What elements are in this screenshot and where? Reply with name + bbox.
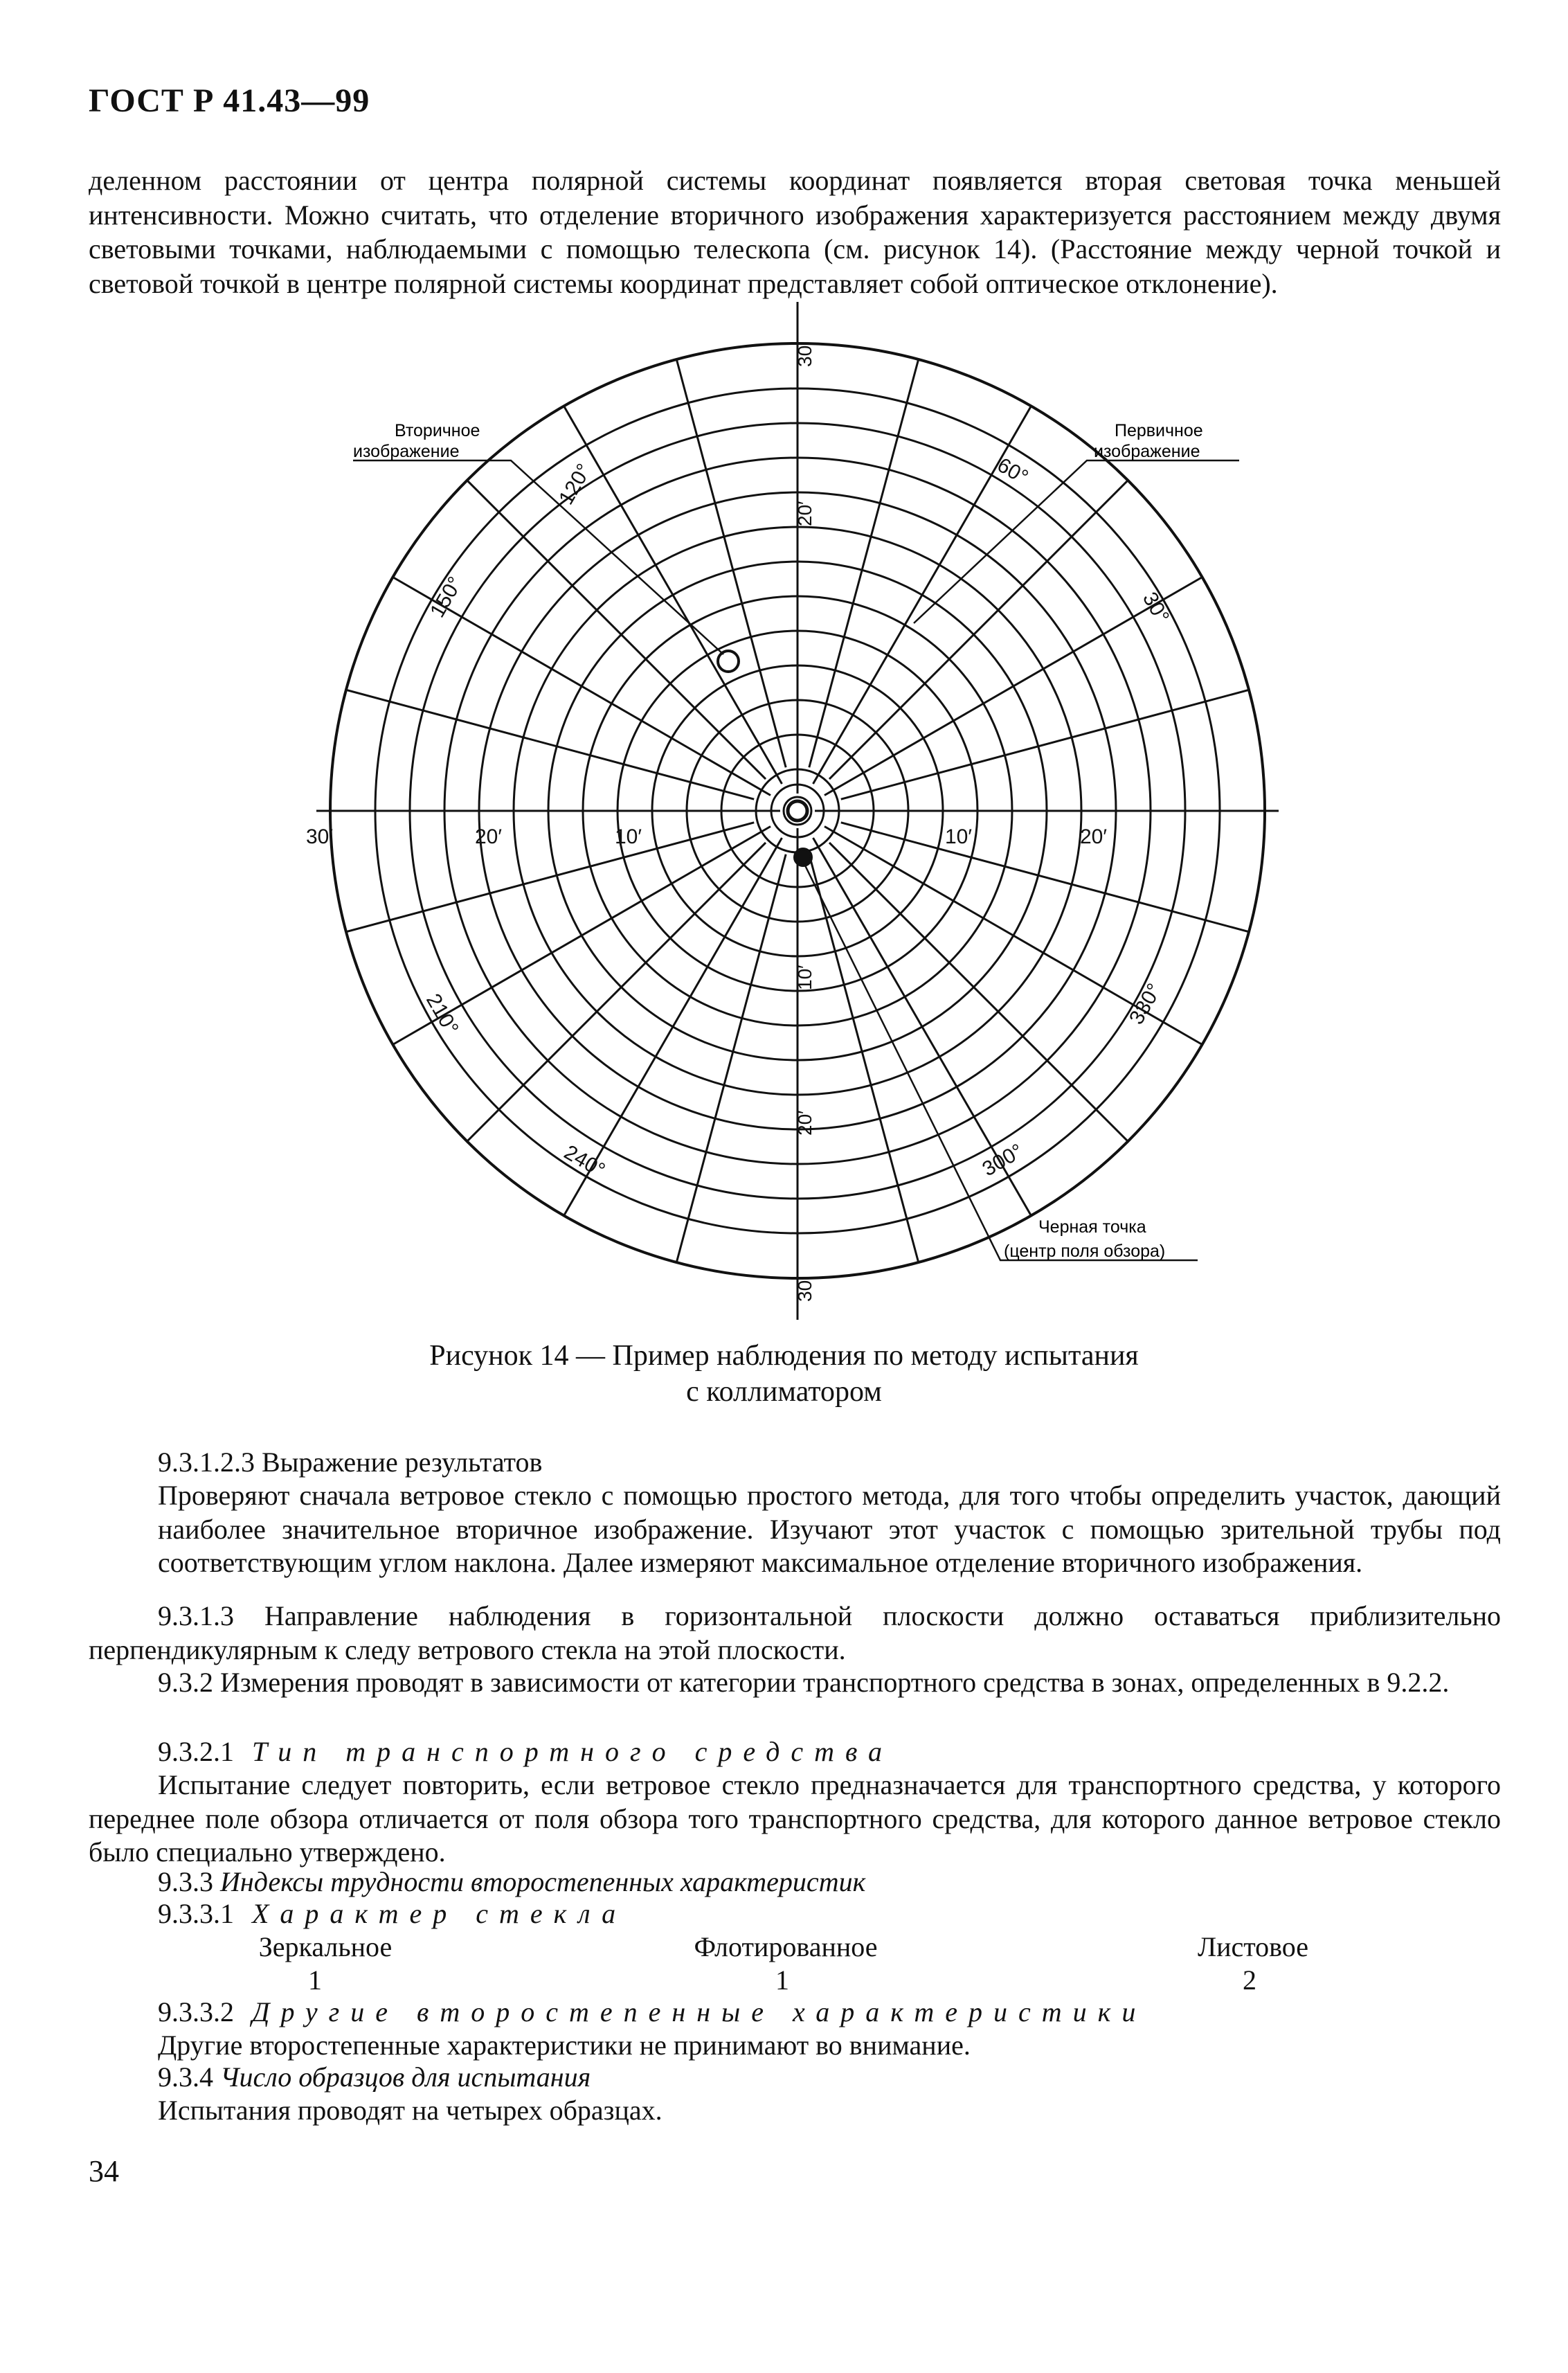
glass-type-name: Флотированное: [694, 1931, 878, 1962]
section-9-3-1-2-3-title: 9.3.1.2.3 Выражение результатов: [158, 1447, 543, 1478]
black-dot-marker: [795, 849, 811, 866]
glass-type-index: 2: [1243, 1964, 1256, 1996]
section-9-3-3-1-heading: [158, 1897, 1501, 1931]
v-label-30-bottom: 30′: [794, 1276, 815, 1302]
angle-label-210: 210°: [421, 990, 463, 1039]
section-9-3-1-3: 9.3.1.3 Направление наблюдения в горизонтальной плоскости должно оставаться приблизительно перпендикулярным к следу ветрового стекла на этой плоскости.: [89, 1600, 1501, 1665]
section-9-3-3-1-title: Характер стекла: [252, 1898, 627, 1929]
primary-label-2: изображение: [1094, 442, 1200, 461]
glass-type-index: 1: [775, 1964, 789, 1996]
section-9-3-3-heading: [158, 1865, 1501, 1899]
angle-label-300: 300°: [978, 1139, 1027, 1181]
section-9-3-4-title: Число образцов для испытания: [220, 2061, 591, 2093]
angle-label-60: 60°: [993, 453, 1032, 490]
section-9-3-2-1-title: Тип транспортного средства: [252, 1736, 894, 1767]
h-label-20-left: 20′: [475, 825, 502, 848]
secondary-label-2: изображение: [353, 442, 460, 461]
secondary-image-marker: [718, 651, 739, 672]
section-9-3-4-num: 9.3.4: [158, 2061, 213, 2093]
glass-type-name: Листовое: [1197, 1931, 1309, 1962]
h-label-20-right: 20′: [1080, 825, 1107, 848]
h-label-10-right: 10′: [945, 825, 972, 848]
section-9-3-3-2-title: Другие второстепенные характеристики: [252, 1996, 1147, 2027]
intro-paragraph: деленном расстоянии от центра полярной системы координат появляется вторая световая точка меньшей интенсивности. Можно считать, что отделение вторичного изображения характеризуется расстоянием между двумя световыми точками, наблюдаемыми с помощью телескопа (см. рисунок 14). (Расстояние между черной точкой и световой точкой в центре полярной системы координат представляет собой оптическое отклонение).: [89, 165, 1501, 299]
section-9-3-2-1-num: 9.3.2.1: [158, 1736, 234, 1767]
caption-line-2: с коллиматором: [686, 1376, 882, 1408]
glass-type-index: 1: [308, 1964, 322, 1996]
figure-caption: [0, 1338, 1568, 1410]
caption-line-1: Рисунок 14 — Пример наблюдения по методу испытания: [429, 1340, 1139, 1372]
document-header: ГОСТ Р 41.43—99: [89, 82, 370, 119]
glass-type-name: Зеркальное: [258, 1931, 393, 1962]
grid-spoke: [813, 406, 1031, 784]
section-9-3-2: 9.3.2 Измерения проводят в зависимости от категории транспортного средства в зонах, определенных в 9.2.2.: [158, 1667, 1450, 1698]
section-9-3-3-2-heading: [158, 1996, 1501, 2030]
section-9-3-3-1-num: 9.3.3.1: [158, 1898, 234, 1929]
section-9-3-3-num: 9.3.3: [158, 1866, 213, 1897]
grid-spoke: [564, 406, 782, 784]
angle-label-240: 240°: [560, 1140, 609, 1183]
page-number: 34: [89, 2154, 119, 2188]
angle-label-120: 120°: [555, 460, 596, 509]
v-label-10-bottom: 10′: [794, 965, 815, 990]
black-dot-label-2: (центр поля обзора): [1004, 1242, 1166, 1261]
h-label-10-left: 10′: [615, 825, 642, 848]
v-label-20-bottom: 20′: [794, 1110, 815, 1136]
section-9-3-3-2-num: 9.3.3.2: [158, 1996, 234, 2027]
h-label-30-left: 30′: [306, 825, 333, 848]
section-9-3-1-2-3-text: [158, 1479, 1501, 1580]
section-9-3-2-1-heading: [158, 1735, 1501, 1769]
angle-label-330: 330°: [1124, 979, 1166, 1029]
secondary-label-1: Вторичное: [395, 421, 480, 440]
section-9-3-4-text: Испытания проводят на четырех образцах.: [158, 2095, 663, 2126]
center-marker-inner: [788, 801, 807, 821]
section-9-3-3-title: Индексы трудности второстепенных характеристик: [220, 1866, 866, 1897]
angle-label-30: 30°: [1137, 588, 1174, 627]
section-9-3-3-2-text: Другие второстепенные характеристики не принимают во внимание.: [158, 2030, 971, 2061]
section-9-3-4-heading: [158, 2061, 1501, 2095]
v-label-30-top: 30′: [794, 341, 815, 367]
black-dot-label-1: Черная точка: [1038, 1217, 1146, 1237]
v-label-20-top: 20′: [794, 501, 815, 526]
angle-label-150: 150°: [426, 573, 467, 622]
section-9-3-2-1-text: Испытание следует повторить, если ветровое стекло предназначается для транспортного средства, у которого переднее поле обзора отличается от поля обзора того транспортного средства, для которого данное ветровое стекло было специально утверждено.: [89, 1769, 1501, 1868]
primary-label-1: Первичное: [1115, 421, 1203, 440]
section-9-3-1-2-3-body: Проверяют сначала ветровое стекло с помощью простого метода, для того чтобы определить участок, дающий наиболее значительное вторичное изображение. Изучают этот участок с помощью зрительной трубы под соответствующим углом наклона. Далее измеряют максимальное отделение вторичного изображения.: [158, 1480, 1501, 1578]
